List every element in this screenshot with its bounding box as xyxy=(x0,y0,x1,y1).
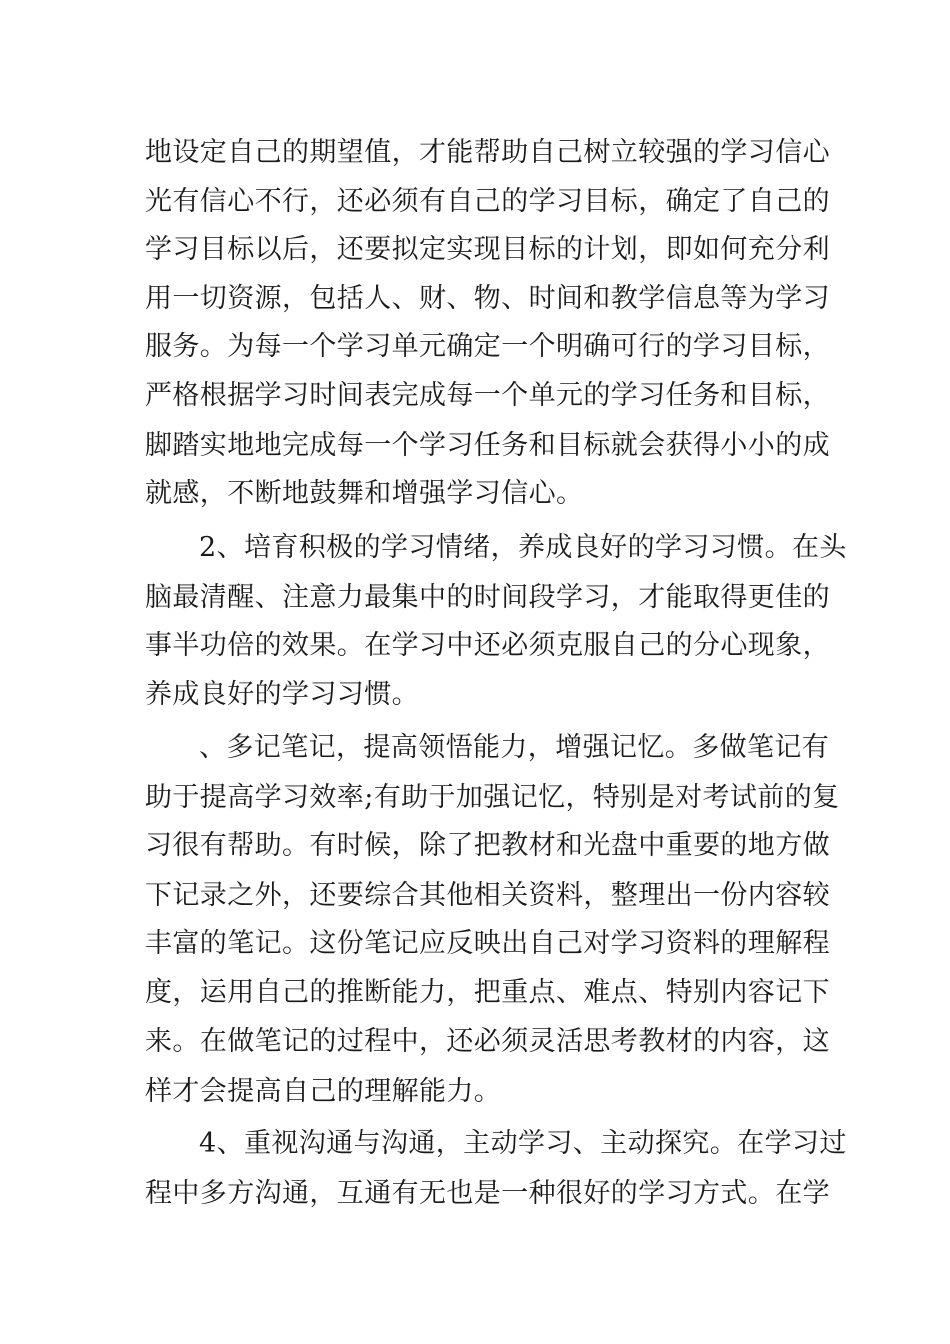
paragraph-start-line: 2、培育积极的学习情绪，养成良好的学习习惯。在头 xyxy=(199,532,847,563)
text-line: 地设定自己的期望值，才能帮助自己树立较强的学习信心 xyxy=(145,137,830,168)
text-line: 助于提高学习效率;有助于加强记忆，特别是对考试前的复 xyxy=(145,782,840,813)
text-line: 来。在做笔记的过程中，还必须灵活思考教材的内容，这 xyxy=(145,1026,830,1057)
text-line: 样才会提高自己的理解能力。 xyxy=(145,1076,502,1107)
text-line: 严格根据学习时间表完成每一个单元的学习任务和目标， xyxy=(145,380,830,411)
text-line: 脑最清醒、注意力最集中的时间段学习，才能取得更佳的 xyxy=(145,582,830,613)
text-line: 用一切资源，包括人、财、物、时间和教学信息等为学习 xyxy=(145,283,830,314)
text-line: 就感，不断地鼓舞和增强学习信心。 xyxy=(145,478,584,509)
text-line: 光有信心不行，还必须有自己的学习目标，确定了自己的 xyxy=(145,186,830,217)
text-line: 服务。为每一个学习单元确定一个明确可行的学习目标， xyxy=(145,331,830,362)
text-line: 程中多方沟通，互通有无也是一种很好的学习方式。在学 xyxy=(145,1178,830,1209)
text-line: 丰富的笔记。这份笔记应反映出自己对学习资料的理解程 xyxy=(145,928,830,959)
text-line: 度，运用自己的推断能力，把重点、难点、特别内容记下 xyxy=(145,977,830,1008)
text-line: 学习目标以后，还要拟定实现目标的计划，即如何充分利 xyxy=(145,234,830,265)
paragraph-start-line: 4、重视沟通与沟通，主动学习、主动探究。在学习过 xyxy=(199,1128,847,1159)
text-line: 下记录之外，还要综合其他相关资料，整理出一份内容较 xyxy=(145,880,830,911)
paragraph-start-line: 、多记笔记，提高领悟能力，增强记忆。多做笔记有 xyxy=(199,732,830,763)
text-line: 脚踏实地地完成每一个学习任务和目标就会获得小小的成 xyxy=(145,430,830,461)
text-line: 习很有帮助。有时候，除了把教材和光盘中重要的地方做 xyxy=(145,830,830,861)
text-line: 事半功倍的效果。在学习中还必须克服自己的分心现象， xyxy=(145,630,830,661)
text-line: 养成良好的学习习惯。 xyxy=(145,679,419,710)
